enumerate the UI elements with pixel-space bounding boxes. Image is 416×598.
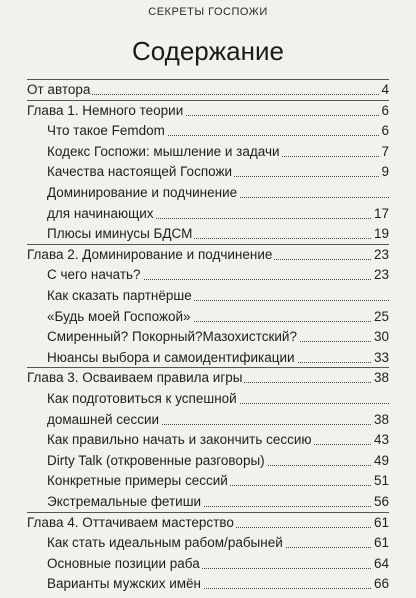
- toc-page-number: 38: [372, 368, 389, 388]
- toc-entry: [0, 554, 416, 574]
- toc-page-number: 19: [372, 224, 389, 244]
- toc-page-number: 49: [372, 451, 389, 471]
- toc-entry-label: домашней сессии: [47, 410, 161, 430]
- toc-chapter-entry: [0, 101, 416, 121]
- toc-entry: [0, 142, 416, 162]
- toc-chapter-entry: [0, 513, 416, 533]
- toc-page-number: 33: [372, 348, 389, 368]
- toc-entry-label: Как правильно начать и закончить сессию: [47, 430, 314, 450]
- toc-entry: [0, 471, 416, 491]
- toc-entry: [0, 307, 416, 327]
- toc-entry: [0, 348, 416, 368]
- toc-entry-label: С чего начать?: [47, 265, 143, 285]
- toc-entry-label: Варианты мужских имён: [47, 574, 203, 594]
- toc-page-number: 9: [379, 162, 389, 182]
- toc-page-number: 61: [372, 513, 389, 533]
- toc-page-number: 51: [372, 471, 389, 491]
- toc-entry-label: Как сказать партнёрше: [47, 286, 194, 306]
- toc-entry-label: Dirty Talk (откровенные разговоры): [47, 451, 267, 471]
- toc-entry: [0, 286, 416, 306]
- toc-entry-label: Смиренный? Покорный?Мазохистский?: [47, 327, 299, 347]
- toc-entry: [0, 121, 416, 141]
- toc-entry: [0, 389, 416, 409]
- toc-entry: [0, 492, 416, 512]
- toc-entry-label: От автора: [27, 80, 92, 100]
- toc-entry-label: «Будь моей Госпожой»: [47, 307, 193, 327]
- toc-entry-label: для начинающих: [47, 204, 156, 224]
- toc-entry-label: Глава 3. Осваиваем правила игры: [27, 368, 244, 388]
- toc-page-number: 38: [372, 410, 389, 430]
- toc-entry: [0, 451, 416, 471]
- toc-entry: [0, 204, 416, 224]
- toc-entry-label: Как стать идеальным рабом/рабыней: [47, 533, 285, 553]
- toc-page-number: 30: [372, 327, 389, 347]
- toc-page-number: 6: [379, 121, 389, 141]
- toc-entry: [0, 162, 416, 182]
- toc-chapter-entry: [0, 245, 416, 265]
- toc-page-number: 7: [379, 142, 389, 162]
- toc-entry-label: Плюсы иминусы БДСМ: [47, 224, 194, 244]
- toc-entry: [0, 327, 416, 347]
- toc-entry-label: Как подготовиться к успешной: [47, 389, 239, 409]
- toc-entry-label: Экстремальные фетиши: [47, 492, 203, 512]
- toc-entry: [0, 533, 416, 553]
- toc-page-number: 25: [372, 307, 389, 327]
- toc-page-number: 6: [379, 101, 389, 121]
- toc-entry: [0, 224, 416, 244]
- toc-page-number: 64: [372, 554, 389, 574]
- toc-chapter-entry: [0, 368, 416, 388]
- toc-entry: [0, 430, 416, 450]
- toc-page-number: 61: [372, 533, 389, 553]
- toc-entry-label: Глава 2. Доминирование и подчинение: [27, 245, 274, 265]
- toc-entry-label: Что такое Femdom: [47, 121, 167, 141]
- page-title: Содержание: [132, 36, 284, 66]
- toc-entry-label: Глава 1. Немного теории: [27, 101, 185, 121]
- toc-page-number: 56: [372, 492, 389, 512]
- toc-entry-label: Качества настоящей Госпожи: [47, 162, 234, 182]
- toc-entry: [0, 574, 416, 594]
- toc-entry-label: Конкретные примеры сессий: [47, 471, 230, 491]
- toc-page-number: 4: [379, 80, 389, 100]
- toc-page-number: 43: [372, 430, 389, 450]
- toc-entry: [0, 265, 416, 285]
- toc-page-number: 17: [372, 204, 389, 224]
- toc-entry-label: Глава 4. Оттачиваем мастерство: [27, 513, 236, 533]
- toc-entry: [0, 183, 416, 203]
- running-head: СЕКРЕТЫ ГОСПОЖИ: [148, 6, 268, 18]
- toc-entry: [0, 410, 416, 430]
- toc-entry-label: Доминирование и подчинение: [47, 183, 239, 203]
- toc-page-number: 23: [372, 245, 389, 265]
- toc-chapter-entry: [0, 80, 416, 100]
- toc-entry-label: Нюансы выбора и самоидентификации: [47, 348, 297, 368]
- toc-entry-label: Основные позиции раба: [47, 554, 202, 574]
- toc-entry-label: Кодекс Госпожи: мышление и задачи: [47, 142, 282, 162]
- toc-page-number: 66: [372, 574, 389, 594]
- toc-page-number: 23: [372, 265, 389, 285]
